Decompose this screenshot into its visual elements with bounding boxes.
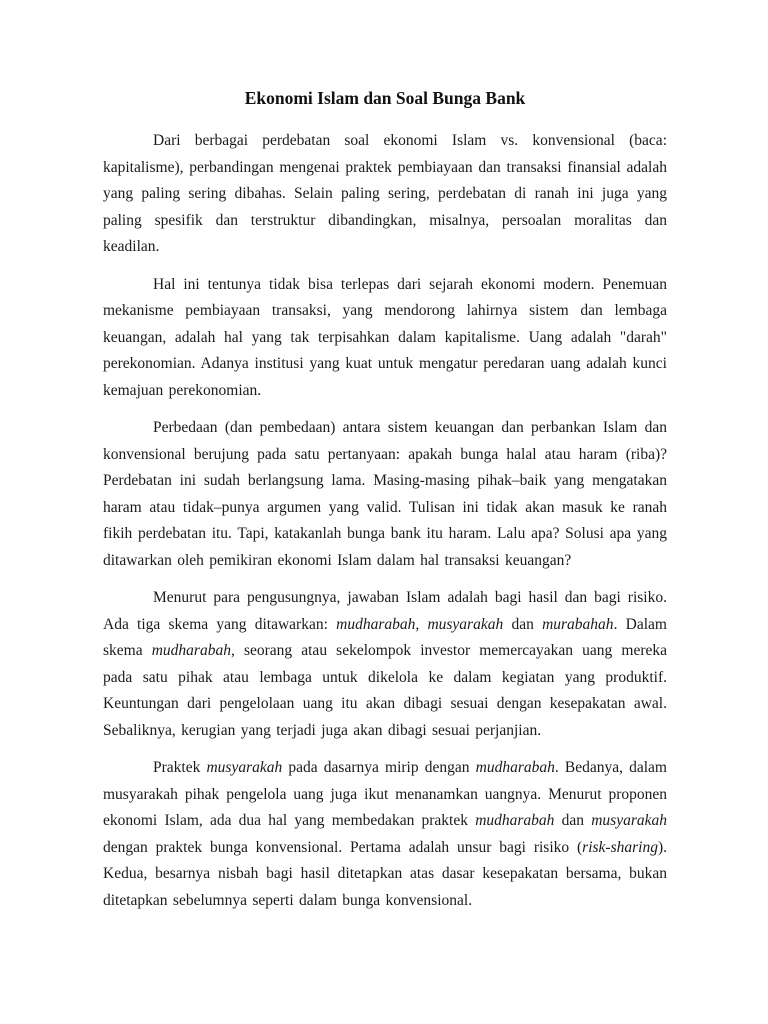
text-run: Dari berbagai perdebatan soal ekonomi Islam vs. konvensional (baca: kapitalisme), perbandingan mengenai praktek pembiayaan dan transaksi finansial adalah yang paling sering dibahas. Selain paling sering, perdebatan di ranah ini juga yang paling spesifik dan terstruktur dibandingkan, misalnya, persoalan moralitas dan keadilan.: [103, 132, 667, 255]
paragraph: [103, 755, 667, 914]
paragraph: [103, 128, 667, 261]
text-run: seorang atau sekelompok investor memercayakan uang mereka pada satu pihak atau lembaga untuk dikelola ke dalam kegiatan yang produktif. Keuntungan dari pengelolaan uang itu akan dibagi sesuai dengan kesepakatan awal. Sebaliknya, kerugian yang terjadi juga akan dibagi sesuai perjanjian.: [103, 642, 667, 739]
text-run: dengan praktek bunga konvensional. Pertama adalah unsur bagi risiko (: [103, 838, 583, 856]
italic-term: murabahah: [542, 615, 614, 633]
italic-term: musyarakah: [591, 812, 667, 829]
page-title: Ekonomi Islam dan Soal Bunga Bank: [244, 88, 526, 108]
italic-term: mudharabah: [475, 759, 555, 776]
text-run: Praktek: [153, 759, 207, 776]
text-run: dan: [503, 615, 543, 633]
text-run: pada dasarnya mirip dengan: [282, 759, 476, 776]
italic-term: mudharabah, musyarakah: [336, 615, 504, 633]
text-run: ). Kedua, besarnya nisbah bagi hasil ditetapkan atas dasar kesepakatan bersama, bukan ditetapkan sebelumnya seperti dalam bunga konvensional.: [103, 838, 667, 909]
text-run: Menurut para pengusungnya, jawaban Islam adalah bagi hasil dan bagi risiko. Ada tiga skema yang ditawarkan:: [103, 589, 667, 633]
paragraph: [103, 272, 667, 405]
italic-term: mudharabah,: [151, 642, 235, 659]
text-run: . Dalam skema: [103, 615, 667, 659]
paragraph: [103, 415, 667, 574]
text-run: dan: [554, 812, 592, 829]
italic-term: risk-sharing: [582, 838, 658, 856]
paragraph: [103, 585, 667, 744]
text-run: . Bedanya, dalam musyarakah pihak pengelola uang juga ikut menanamkan uangnya. Menurut proponen ekonomi Islam, ada dua hal yang membedakan praktek: [103, 759, 667, 829]
text-run: Hal ini tentunya tidak bisa terlepas dari sejarah ekonomi modern. Penemuan mekanisme pembiayaan transaksi, yang mendorong lahirnya sistem dan lembaga keuangan, adalah hal yang tak terpisahkan dalam kapitalisme. Uang adalah "darah" perekonomian. Adanya institusi yang kuat untuk mengatur peredaran uang adalah kunci kemajuan perekonomian.: [103, 275, 667, 399]
document-body: [103, 128, 667, 914]
italic-term: mudharabah: [475, 812, 555, 829]
text-run: Perbedaan (dan pembedaan) antara sistem keuangan dan perbankan Islam dan konvensional berujung pada satu pertanyaan: apakah bunga halal atau haram (riba)? Perdebatan ini sudah berlangsung lama. Masing-masing pihak–baik yang mengatakan haram atau tidak–punya argumen yang valid. Tulisan ini tidak akan masuk ke ranah fikih perdebatan itu. Tapi, katakanlah bunga bank itu haram. Lalu apa? Solusi apa yang ditawarkan oleh pemikiran ekonomi Islam dalam hal transaksi keuangan?: [103, 419, 667, 569]
italic-term: musyarakah: [206, 759, 283, 776]
